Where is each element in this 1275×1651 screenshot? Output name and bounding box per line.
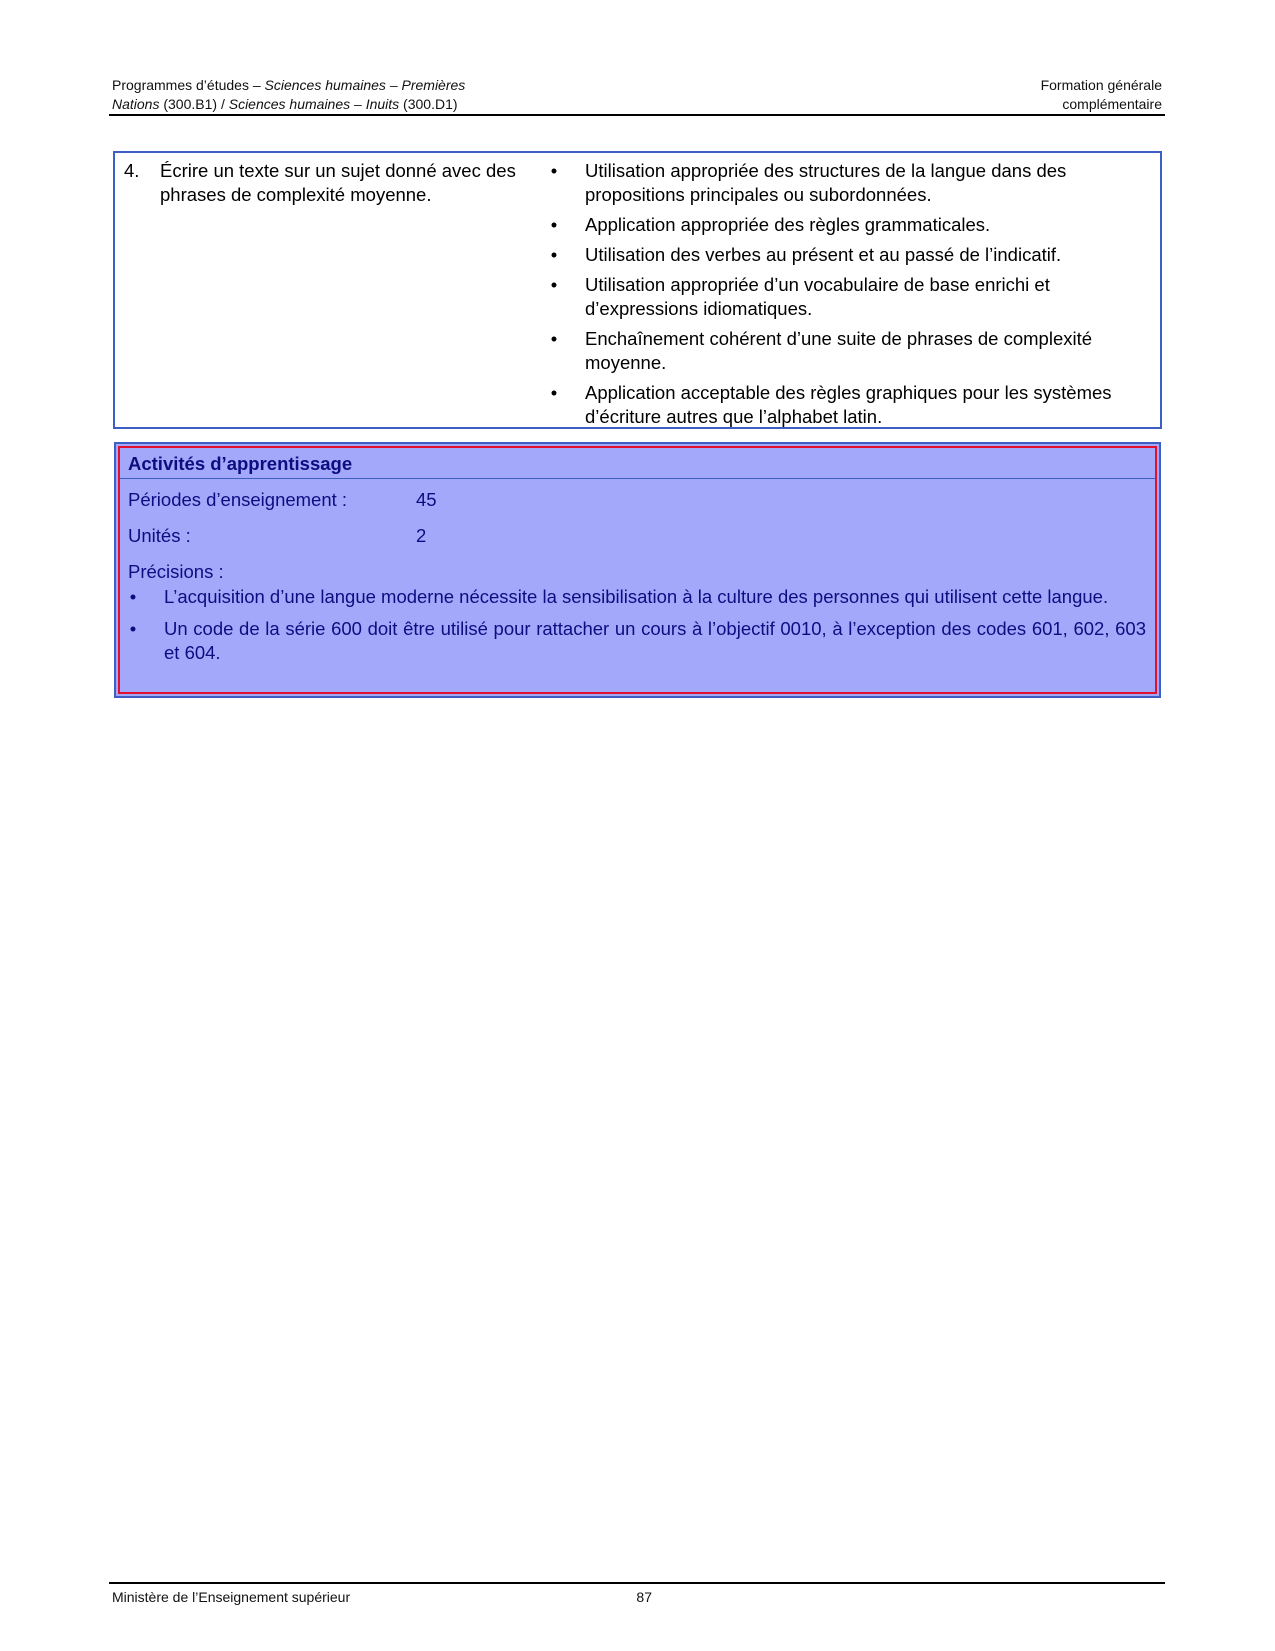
criteria-text: Enchaînement cohérent d’une suite de phrases de complexité moyenne. bbox=[585, 328, 1093, 373]
criteria-item bbox=[547, 273, 1147, 321]
outcome-box bbox=[113, 151, 1162, 429]
criteria-text: Utilisation appropriée d’un vocabulaire de base enrichi et d’expressions idiomatiques. bbox=[585, 274, 1050, 319]
criteria-item bbox=[547, 381, 1147, 429]
precision-text: L’acquisition d’une langue moderne nécessite la sensibilisation à la culture des personnes qui utilisent cette langue. bbox=[164, 586, 1109, 607]
header-text: Programmes d’études – bbox=[112, 77, 265, 93]
units-value: 2 bbox=[416, 525, 427, 546]
page-footer bbox=[112, 1588, 652, 1606]
criteria-text: Utilisation des verbes au présent et au passé de l’indicatif. bbox=[585, 244, 1062, 265]
header-text-italic: Sciences humaines – Inuits bbox=[228, 96, 400, 112]
precision-item bbox=[126, 617, 1146, 665]
header-divider bbox=[109, 114, 1165, 116]
bullet-icon: • bbox=[550, 328, 558, 349]
bullet-icon: • bbox=[550, 244, 558, 265]
criteria-text: Application acceptable des règles graphiques pour les systèmes d’écriture autres que l’alphabet latin. bbox=[585, 382, 1112, 427]
footer-divider bbox=[109, 1582, 1165, 1584]
precision-text: Un code de la série 600 doit être utilisé pour rattacher un cours à l’objectif 0010, à l’exception des codes 601, 602, 603 et 604. bbox=[164, 618, 1146, 663]
bullet-icon: • bbox=[129, 586, 137, 607]
header-training-type: Formation générale bbox=[1040, 77, 1162, 93]
criteria-item bbox=[547, 243, 1147, 267]
header-training-type-cont: complémentaire bbox=[1062, 96, 1162, 112]
header-text-italic: Sciences humaines – Premières bbox=[264, 77, 466, 93]
bullet-icon: • bbox=[550, 382, 558, 403]
outcome-statement: Écrire un texte sur un sujet donné avec des phrases de complexité moyenne. bbox=[160, 160, 516, 205]
learning-activities-inner bbox=[118, 446, 1157, 694]
header-program-title bbox=[112, 76, 465, 95]
header-row-2 bbox=[112, 95, 1162, 114]
bullet-icon: • bbox=[550, 214, 558, 235]
criteria-text: Application appropriée des règles grammaticales. bbox=[585, 214, 991, 235]
header-program-codes bbox=[112, 95, 458, 114]
learning-activities-box bbox=[114, 442, 1161, 698]
page-header bbox=[112, 76, 1162, 114]
activities-title: Activités d’apprentissage bbox=[128, 453, 353, 474]
precisions-list bbox=[126, 585, 1146, 673]
periods-value: 45 bbox=[416, 489, 437, 510]
periods-label: Périodes d’enseignement : bbox=[128, 489, 348, 510]
criteria-text: Utilisation appropriée des structures de la langue dans des propositions principales ou subordonnées. bbox=[585, 160, 1067, 205]
criteria-item bbox=[547, 327, 1147, 375]
criteria-item bbox=[547, 159, 1147, 207]
bullet-icon: • bbox=[550, 160, 558, 181]
header-text-italic: Nations bbox=[112, 96, 160, 112]
precisions-label: Précisions : bbox=[128, 561, 224, 582]
activities-title-divider bbox=[120, 478, 1155, 479]
performance-criteria-list bbox=[547, 159, 1147, 435]
page-number: 87 bbox=[636, 1589, 652, 1605]
header-text: (300.B1) / bbox=[159, 96, 229, 112]
header-row-1 bbox=[112, 76, 1162, 95]
outcome-number: 4. bbox=[124, 160, 140, 181]
criteria-item bbox=[547, 213, 1147, 237]
footer-ministry: Ministère de l’Enseignement supérieur bbox=[112, 1589, 351, 1605]
units-label: Unités : bbox=[128, 525, 191, 546]
precision-item bbox=[126, 585, 1146, 609]
header-text: (300.D1) bbox=[399, 96, 458, 112]
bullet-icon: • bbox=[550, 274, 558, 295]
bullet-icon: • bbox=[129, 618, 137, 639]
